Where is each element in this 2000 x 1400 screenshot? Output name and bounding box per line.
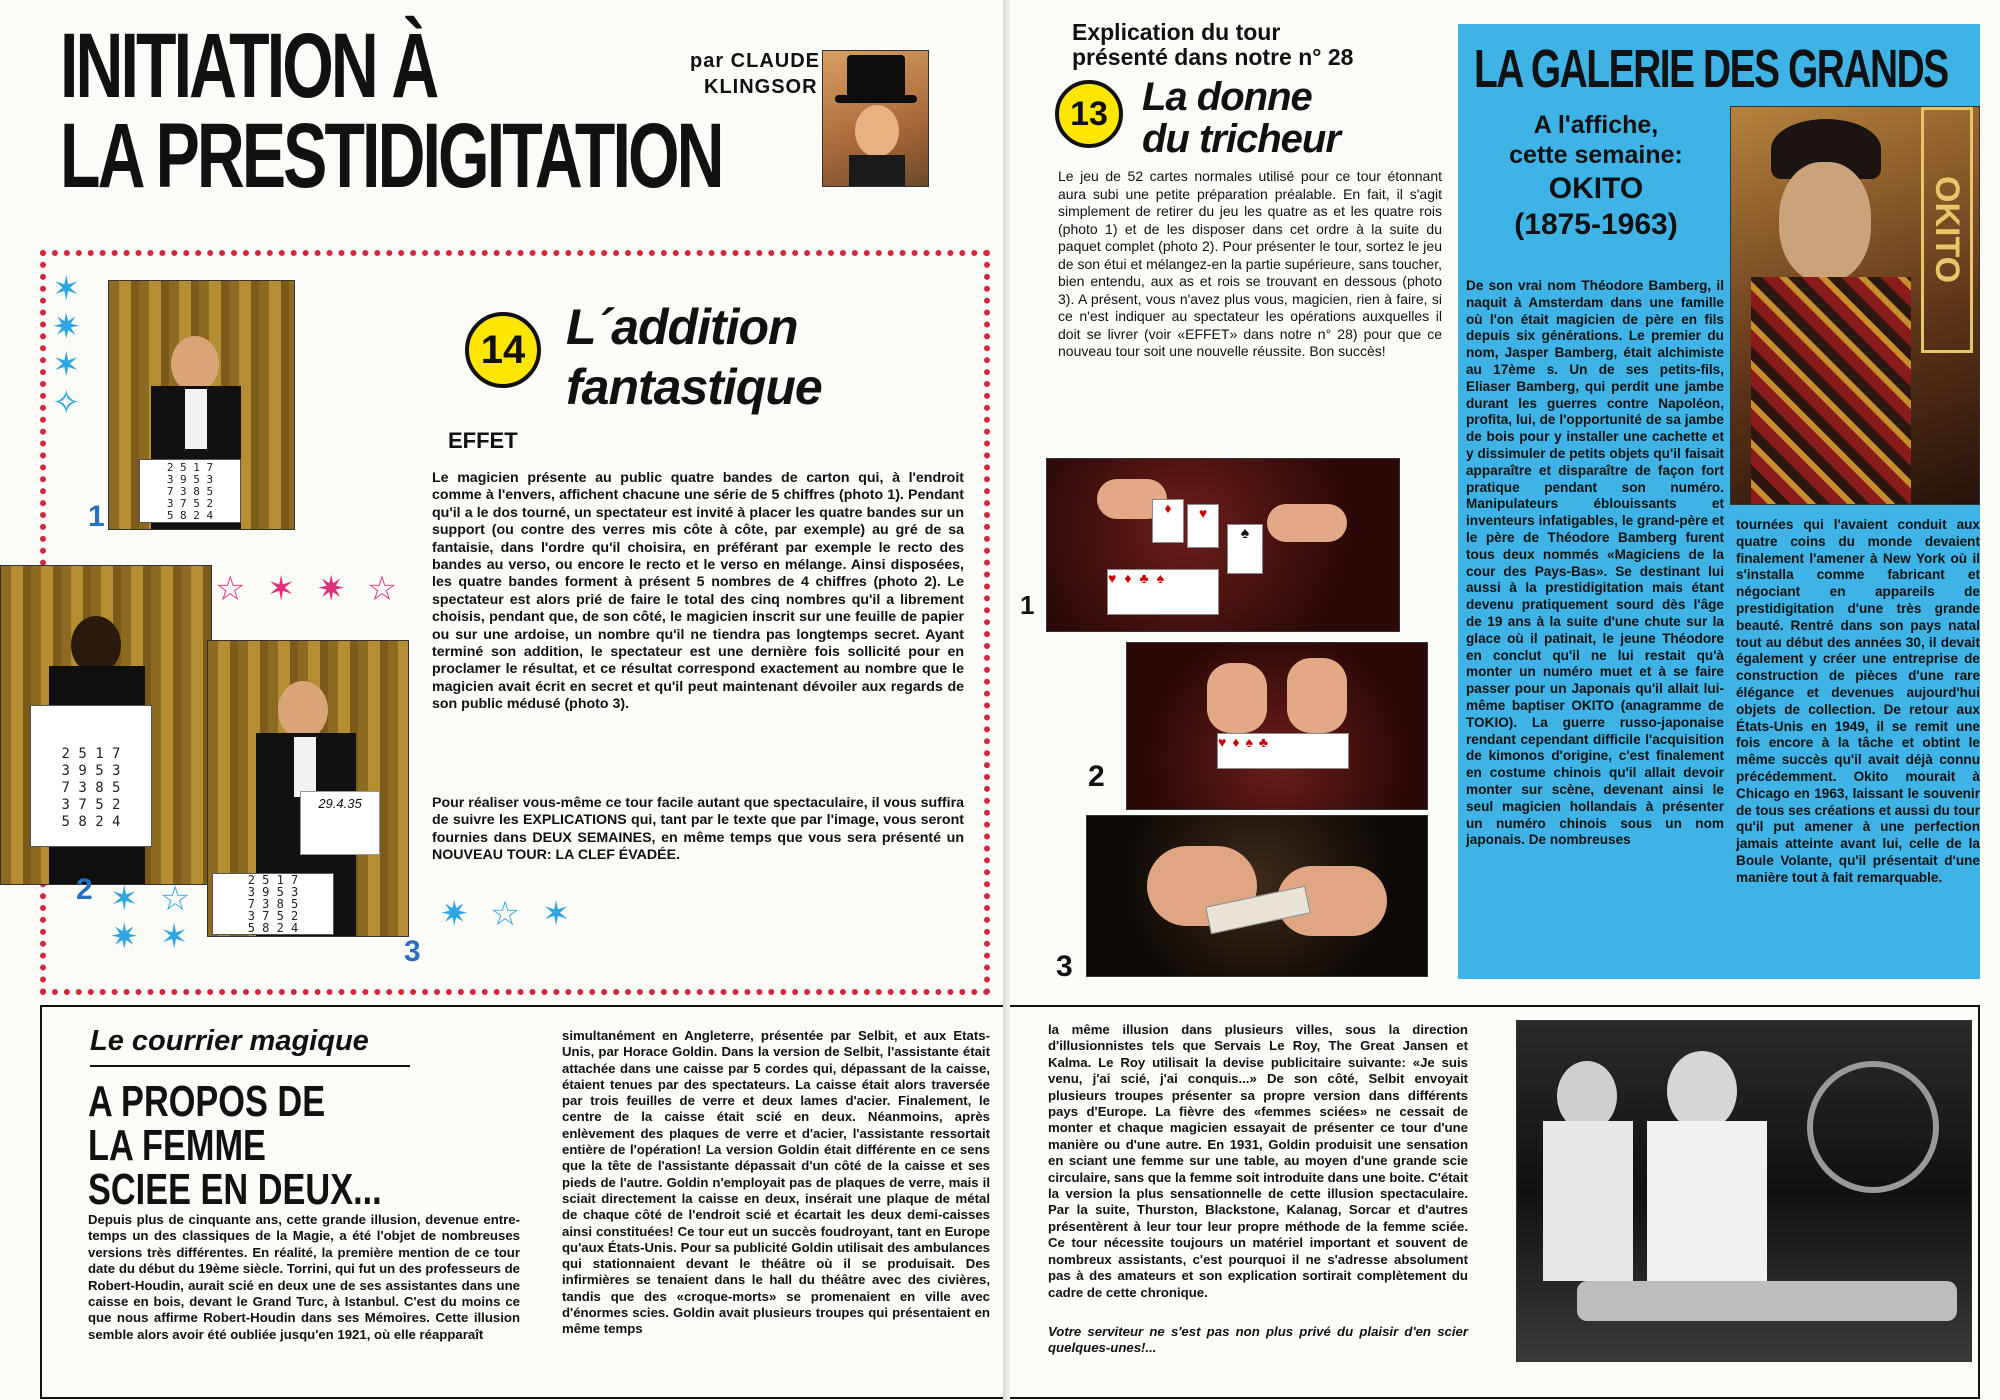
okito-vertical-text: OKITO bbox=[1921, 107, 1973, 353]
number-cards-2: 2 5 1 7 3 9 5 3 7 3 8 5 3 7 5 2 5 8 2 4 bbox=[30, 705, 152, 847]
trick-13-title-2: du tricheur bbox=[1142, 117, 1340, 161]
photo-label-3: 3 bbox=[404, 935, 421, 968]
photo-cards-2 bbox=[1126, 642, 1428, 810]
courrier-col1: Depuis plus de cinquante ans, cette grande illusion, devenue entre-temps un des classiques de la Magie, a été l'objet de nombreuses versions très différentes. En réalité, la première mention de ce tour date du début du 19ème siècle. Torrini, qui fut un des professeurs de Robert-Houdin, aurait scié en deux une de ses assistantes dans une caisse en bois, devant le Grand Turc, à Istanbul. C'est du moins ce que nous affirme Robert-Houdin dans ses Mémoires. Cette illusion semble alors avoir été oubliée jusqu'en 1921, où elle réapparaît bbox=[88, 1212, 520, 1342]
trick-number-14: 14 bbox=[465, 312, 541, 388]
photo-label-1: 1 bbox=[88, 500, 105, 533]
photo-1-magician bbox=[108, 280, 295, 530]
slate: 29.4.35 bbox=[300, 791, 380, 855]
author-portrait bbox=[822, 50, 929, 187]
trick-14-title-2: fantastique bbox=[566, 359, 822, 415]
okito-poster bbox=[1730, 106, 1980, 505]
byline-2: KLINGSOR bbox=[704, 76, 818, 98]
card-icon: ♥♦♠♣ bbox=[1217, 733, 1349, 769]
photo-13-label-3: 3 bbox=[1056, 950, 1073, 983]
number-cards-3: 2 5 1 7 3 9 5 3 7 3 8 5 3 7 5 2 5 8 2 4 bbox=[212, 873, 334, 935]
card-icon: ♥♦♣♠ bbox=[1107, 569, 1219, 615]
photo-13-label-1: 1 bbox=[1020, 590, 1035, 620]
card-icon: ♥ bbox=[1187, 504, 1219, 548]
galerie-subtitle: A l'affiche, cette semaine: OKITO (1875-1963) bbox=[1509, 111, 1683, 241]
trick-13-title-1: La donne bbox=[1142, 75, 1312, 119]
main-title-line1: INITIATION À bbox=[60, 15, 437, 117]
star-decoration-icon: ✶ ☆ ✷ ✶ bbox=[110, 880, 197, 956]
trick-13-text: Le jeu de 52 cartes normales utilisé pour ce tour étonnant aura subi une petite préparation préalable. En fait, il s'agit simplement de retirer du jeu les quatre as et les quatre rois (photo 1) et de les disposer dans cet ordre à la suite du paquet complet (photo 2). Pour présenter le tour, sortez le jeu de son étui et mélangez-en la partie supérieure, sans toucher, bien entendu, aux as et rois se trouvant en dessous (photo 3). A présent, vous n'avez plus vous, magicien, rien à faire, si ce n'est indiquer au spectateur les opérations auxquelles il doit se livrer (voir «EFFET» dans notre n° 28) pour que ce nouveau tour soit une nouvelle réussite. Bon succès! bbox=[1058, 168, 1442, 359]
star-decoration-icon: ✶ ✷ ✶ ✧ bbox=[52, 270, 87, 422]
byline-1: par CLAUDE bbox=[690, 50, 821, 72]
galerie-col1: De son vrai nom Théodore Bamberg, il naquit à Amsterdam dans une famille où l'on était magicien de père en fils depuis six générations. Le premier du nom, Jasper Bamberg, était alchimiste au 17ème s. Un de ses petits-fils, Eliaser Bamberg, qui perdit une jambe durant les guerres contre Napoléon, profita, lui, de l'opportunité de sa jambe de bois pour y installer une cachette et y dissimuler de petits objets qu'il faisait apparaître et disparaître de façon fort pratique pendant son numéro. Manipulateurs éblouissants et inventeurs infatigables, le grand-père et le père de Théodore Bamberg furent tous deux nommés «Magiciens de la cour des Pays-Bas». Se destinant lui aussi à la prestidigitation mais étant devenu pratiquement sourd dès l'âge de 19 ans à la suite d'une chute sur la glace où il patinait, le jeune Théodore en conclut qu'il ne lui restait qu'à monter un numéro muet et à se faire passer pour un Japonais qu'il allait lui-même baptiser OKITO (anagramme de TOKIO). La guerre russo-japonaise rendant cependant difficile l'acquisition de kimonos d'origine, c'est finalement en costume chinois qu'il allait devoir monter sur scène, devenant ainsi le seul magicien hollandais à présenter un numéro chinois sous un nom japonais. De nombreuses bbox=[1466, 278, 1724, 848]
card-icon: ♠ bbox=[1227, 524, 1263, 574]
explanation-notice: Pour réaliser vous-même ce tour facile autant que spectaculaire, il vous suffira de suivre les EXPLICATIONS qui, tant par le texte que par l'image, vous seront fournies dans DEUX SEMAINES, en même temps que vous sera présenté un NOUVEAU TOUR: LA CLEF ÉVADÉE. bbox=[432, 795, 964, 864]
right-page bbox=[1010, 0, 2000, 1400]
galerie-title: LA GALERIE DES GRANDS bbox=[1474, 39, 1948, 99]
top-hat-icon bbox=[847, 55, 905, 99]
star-decoration-icon: ☆ ✶ ✷ ☆ bbox=[215, 570, 404, 608]
galerie-col2: tournées qui l'avaient conduit aux quatre coins du monde devaient finalement l'amener à New York où il s'installa comme fabricant et négociant en appareils de prestidigitation d'une très grande beauté. Rentré dans son pays natal tout au début des années 30, il devait également y créer une entreprise de construction de pièces d'une rare élégance et devenues aujourd'hui objets de collection. De retour aux États-Unis en 1949, il se remit une fois encore à la tâche et obtint le même succès qu'il avait déjà connu précédemment. Okito mourait à Chicago en 1963, laissant le souvenir de tous ses créations et aussi du tour qu'il put amener à une perfection jamais atteinte avant lui, celle de la Boule Volante, qu'il présentait d'une manière tout à fait remarquable. bbox=[1736, 517, 1980, 885]
photo-3-reveal bbox=[207, 640, 409, 937]
main-title-line2: LA PRESTIDIGITATION bbox=[60, 105, 722, 207]
photo-cards-3 bbox=[1086, 815, 1428, 977]
courrier-col3: la même illusion dans plusieurs villes, sous la direction d'illusionnistes tels que Servais Le Roy, The Great Jansen et Kalma. Le Roy utilisait la devise publicitaire suivante: «Je suis venu, j'ai scié, j'ai conquis...» De son côté, Selbit envoyait plusieurs troupes présenter sa propre version dans différents pays d'Europe. La fièvre des «femmes sciées» ne cessait de monter et chaque magicien essayait de présenter ce tour d'une manière ou d'une autre. En 1931, Goldin produisit une sensation en sciant une femme sur une table, au moyen d'une grande scie circulaire, sans que la femme soit introduite dans une boite. C'était la version la plus sensationnelle de cette illusion spectaculaire. Par la suite, Thurston, Blackstone, Kalanag, Sorcar et d'autres présentèrent à leur tour leur propre méthode de la femme sciée. Ce tour nécessite toujours un matériel important et souvent de nombreux assistants, c'est pourquoi il ne s'adresse absolument pas à des amateurs et son explication sortirait complètement du cadre de cette chronique. bbox=[1048, 1022, 1468, 1300]
photo-label-2: 2 bbox=[76, 873, 93, 906]
star-decoration-icon: ✷ ☆ ✶ bbox=[440, 895, 577, 933]
sawing-photo bbox=[1516, 1020, 1972, 1362]
explanation-heading: Explication du tour présenté dans notre n° 28 bbox=[1072, 19, 1354, 70]
section-effet: EFFET bbox=[448, 428, 518, 453]
card-icon: ♦ bbox=[1152, 499, 1184, 543]
trick-14-title-1: L´addition bbox=[566, 299, 798, 355]
photo-13-label-2: 2 bbox=[1088, 760, 1105, 793]
effet-paragraph: Le magicien présente au public quatre bandes de carton qui, à l'endroit comme à l'envers, affichent chacune une série de 5 chiffres (photo 1). Pendant qu'il a le dos tourné, un spectateur est invité à placer les quatre bandes sur un support (ou contre des verres mis côte à côte, par exemple) au gré de sa fantaisie, dans l'ordre qu'il choisira, en préférant par exemple le recto des bandes au verso, ou encore le recto et le verso en mélange. Ainsi disposées, les quatre bandes forment à présent 5 nombres de 4 chiffres (photo 2). Le spectateur est alors prié de faire le total des cinq nombres qu'il a librement choisis, pendant que, de son côté, le magicien inscrit sur une feuille de papier ou sur une ardoise, un nombre qu'il ne tiendra pas longtemps secret. Ayant terminé son addition, le spectateur est une dernière fois sollicité pour en proclamer le résultat, et ce résultat correspond exactement au nombre que le magicien avait écrit en secret et qu'il peut maintenant dévoiler aux regards de son public médusé (photo 3). bbox=[432, 470, 964, 713]
circular-saw-icon bbox=[1807, 1061, 1939, 1193]
photo-cards-1 bbox=[1046, 458, 1400, 632]
courrier-col2: simultanément en Angleterre, présentée par Selbit, et aux Etats-Unis, par Horace Goldin. Dans la version de Selbit, l'assistante était attachée dans une caisse par 5 cordes qui, dépassant de la caisse, étaient tenues par des spectateurs. La caisse était alors traversée par trois feuilles de verre et deux lames d'acier. Finalement, le centre de la caisse était scié en deux. Néanmoins, après enlèvement des plaques de verre et d'acier, l'assistante ressortait entière de l'opération! La version Goldin était différente en ce sens que la tête de l'assistante dépassait d'un côté de la caisse et ses pieds de l'autre. Goldin n'employait pas de plaques de verre, mais il sciait directement la caisse en deux, insérait une plaque de métal de chaque côté de l'endroit scié et écartait les deux demi-caisses ainsi constituées! Ce tour eut un succès foudroyant, tant en Europe qu'aux États-Unis. Pour sa publicité Goldin utilisait des ambulances qui stationnaient devant le théâtre où il se produisait. Des infirmières se tenaient dans le hall du théâtre avec des civières, tandis que des «croque-morts» se promenaient en ville avec d'énormes scies. Goldin avait plusieurs troupes qui présentaient en même temps bbox=[562, 1028, 990, 1337]
number-cards-1: 2 5 1 7 3 9 5 3 7 3 8 5 3 7 5 2 5 8 2 4 bbox=[139, 459, 241, 523]
trick-number-13: 13 bbox=[1055, 80, 1123, 148]
courrier-title: A PROPOS DE LA FEMME SCIEE EN DEUX... bbox=[88, 1077, 382, 1214]
courrier-closing: Votre serviteur ne s'est pas non plus privé du plaisir d'en scier quelques-unes!... bbox=[1048, 1324, 1468, 1356]
courrier-heading: Le courrier magique bbox=[90, 1025, 369, 1057]
